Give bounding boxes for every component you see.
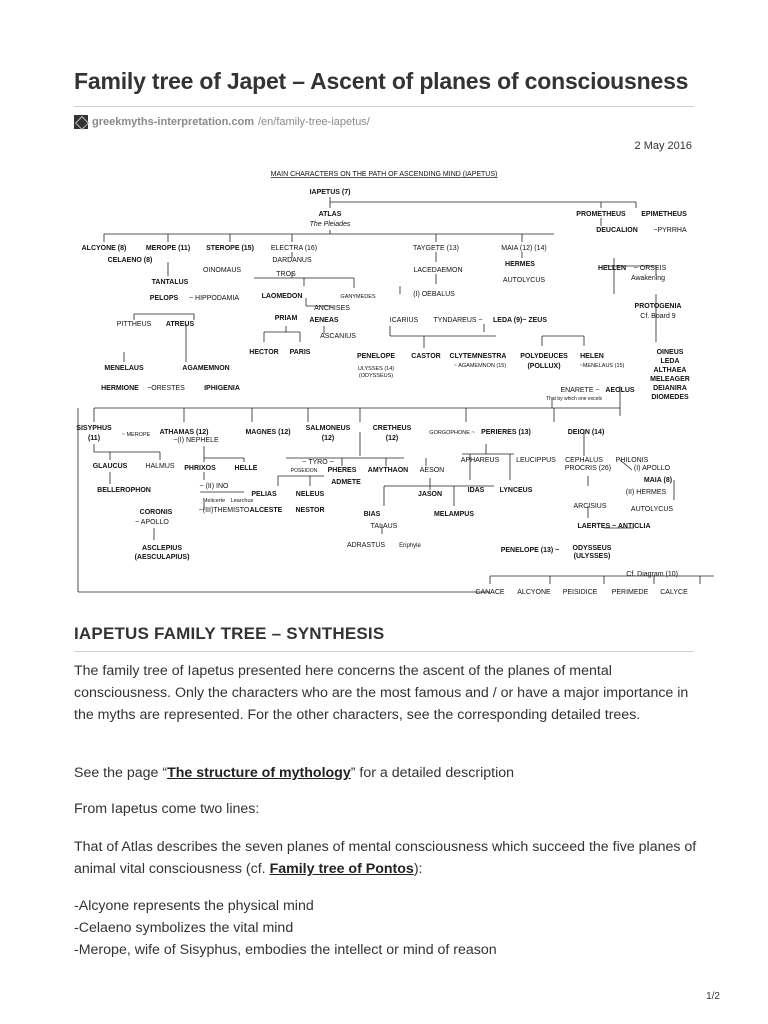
page-number: 1/2 [706, 991, 720, 1002]
node-castor: CASTOR [411, 353, 441, 360]
node-magnes: MAGNES (12) [245, 429, 291, 436]
diagram-heading: MAIN CHARACTERS ON THE PATH OF ASCENDING MIND (IAPETUS) [270, 171, 498, 178]
node-agamemnon: AGAMEMNON [182, 365, 230, 372]
node-deucalion: DEUCALION [596, 227, 638, 234]
node-melicerte: Melicerte [202, 498, 226, 504]
node-salmoneus: SALMONEUS [305, 425, 351, 432]
node-merope: MEROPE (11) [145, 245, 191, 252]
node-coronis: CORONIS [139, 509, 173, 516]
atlas-paragraph-end: ): [413, 861, 423, 877]
node-laomedon: LAOMEDON [261, 293, 303, 300]
node-amythaon: AMYTHAON [367, 467, 409, 474]
node-penelope-13: PENELOPE (13) ~ [500, 547, 560, 554]
node-autolycus-small: AUTOLYCUS [630, 506, 674, 513]
node-electra: ELECTRA (16) [270, 245, 318, 252]
node-hermes: HERMES [505, 261, 535, 268]
node-althaea: ALTHAEA [653, 367, 687, 374]
node-protogenia: PROTOGENIA [634, 303, 682, 310]
node-alcyone: ALCYONE (8) [81, 245, 127, 252]
node-oinomaus: OINOMAUS [202, 267, 242, 274]
node-anchises: ANCHISES [314, 305, 350, 312]
node-perimede: PERIMEDE [611, 589, 649, 596]
node-ino: ~ (II) INO [199, 483, 229, 490]
node-aesculapius: (AESCULAPIUS) [134, 554, 190, 561]
node-icarius: ICARIUS [389, 317, 419, 324]
node-hellen: HELLEN [598, 265, 626, 272]
node-ulysses: (ULYSSES) [573, 553, 611, 560]
node-glaucus: GLAUCUS [92, 463, 128, 470]
see-page-paragraph [74, 762, 700, 784]
see-page-suffix: ” for a detailed description [350, 765, 514, 781]
node-cretheus-num: (12) [385, 435, 399, 442]
node-atlas: ATLAS [318, 211, 342, 218]
node-odysseus-note: (ODYSSEUS) [358, 373, 394, 379]
node-atreus: ATREUS [165, 321, 195, 328]
node-penelope: PENELOPE [356, 353, 396, 360]
node-oineus: OINEUS [656, 349, 684, 356]
node-cephalus: CEPHALUS [565, 457, 603, 464]
node-halmus: HALMUS [145, 463, 175, 470]
family-tree-svg [74, 166, 714, 606]
node-philonis: PHILONIS [615, 457, 649, 464]
section-divider [74, 651, 694, 652]
node-meleager: MELEAGER [650, 376, 690, 383]
node-cf-board: Cf. Board 9 [640, 313, 676, 320]
node-iphigenia: IPHIGENIA [204, 385, 240, 392]
planes-list [74, 895, 700, 961]
node-pollux: (POLLUX) [527, 363, 561, 370]
node-orestes: ~ORESTES [147, 385, 185, 392]
node-athamas: ATHAMAS (12) [159, 429, 209, 436]
node-hermione: HERMIONE [101, 385, 139, 392]
node-orseis: ~ ORSEIS [633, 265, 667, 272]
node-polydeuces: POLYDEUCES [520, 353, 568, 360]
title-divider [74, 106, 694, 107]
node-salmoneus-num: (12) [321, 435, 335, 442]
node-menelaus: MENELAUS [104, 365, 144, 372]
node-leda: LEDA [660, 358, 680, 365]
node-laertes-anticlia: LAERTES ~ ANTICLIA [577, 523, 651, 530]
node-cf-diagram: Cf. Diagram (10) [626, 571, 678, 578]
node-agamemnon-note: ~ AGAMEMNON (15) [453, 363, 507, 369]
node-lacedaemon: LACEDAEMON [413, 267, 463, 274]
structure-of-mythology-link[interactable]: The structure of mythology [167, 765, 351, 781]
node-aeneas: AENEAS [309, 317, 339, 324]
node-perieres: PERIERES (13) [481, 429, 531, 436]
section-heading: IAPETUS FAMILY TREE – SYNTHESIS [74, 624, 385, 643]
node-deianira: DEIANIRA [653, 385, 687, 392]
node-jason: JASON [417, 491, 443, 498]
node-bellerophon: BELLEROPHON [97, 487, 151, 494]
node-asclepius: ASCLEPIUS [141, 545, 183, 552]
planes-list-item: -Alcyone represents the physical mind [74, 898, 314, 914]
node-oebalus: (I) OEBALUS [413, 291, 455, 298]
node-pittheus: PITTHEUS [116, 321, 152, 328]
node-autolycus: AUTOLYCUS [502, 277, 546, 284]
node-canace: CANACE [475, 589, 505, 596]
node-tros: TROS [276, 271, 296, 278]
family-tree-diagram [74, 166, 714, 606]
node-admete: ADMETE [331, 479, 361, 486]
node-priam: PRIAM [274, 315, 298, 322]
node-tantalus: TANTALUS [151, 279, 189, 286]
node-eriphyle: Eriphyle [399, 543, 421, 549]
node-sterope: STEROPE (15) [206, 245, 254, 252]
atlas-paragraph [74, 836, 700, 880]
source-line [74, 115, 370, 129]
node-prometheus: PROMETHEUS [576, 211, 626, 218]
node-aeson: AESON [419, 467, 445, 474]
node-pelias: PELIAS [251, 491, 277, 498]
node-cretheus: CRETHEUS [372, 425, 412, 432]
node-lynceus: LYNCEUS [499, 487, 533, 494]
node-awakening: Awakening [630, 275, 666, 282]
node-diomedes: DIOMEDES [651, 394, 689, 401]
node-pyrrha: ~PYRRHA [653, 227, 687, 234]
node-taygete: TAYGETE (13) [412, 245, 460, 252]
node-arcisius: ARCISIUS [573, 503, 607, 510]
node-odysseus: ODYSSEUS [572, 545, 612, 552]
node-peisidice: PEISIDICE [562, 589, 598, 596]
node-procris: PROCRIS (26) [564, 465, 612, 472]
node-learchus: Learchus [230, 498, 254, 504]
node-sisyphus: SISYPHUS [76, 425, 112, 432]
node-menelaus-note: ~MENELAUS (15) [579, 363, 625, 369]
source-path[interactable]: /en/family-tree-iapetus/ [257, 116, 370, 128]
node-apollo: ~ APOLLO [135, 519, 169, 526]
site-favicon-icon [74, 115, 88, 129]
node-adrastus: ADRASTUS [346, 542, 386, 549]
node-talaus: TALAUS [370, 523, 398, 530]
node-pelops: PELOPS [149, 295, 179, 302]
node-alceste: ALCESTE [249, 507, 283, 514]
node-phrixos: PHRIXOS [184, 465, 216, 472]
node-nestor: NESTOR [295, 507, 325, 514]
node-celaeno: CELAENO (8) [107, 257, 153, 264]
node-helle: HELLE [234, 465, 258, 472]
node-ascanius: ASCANIUS [320, 333, 356, 340]
node-tyndareus: TYNDAREUS ~ [433, 317, 483, 324]
node-aeolus-note: That by which one excels [545, 396, 603, 402]
node-alcyone-bottom: ALCYONE [517, 589, 551, 596]
node-poseidon: POSEIDON [290, 468, 318, 474]
node-bias: BIAS [363, 511, 381, 518]
see-page-prefix: See the page “ [74, 765, 168, 781]
node-hermes-ii: (II) HERMES [625, 489, 667, 496]
planes-list-item: -Celaeno symbolizes the vital mind [74, 920, 294, 936]
node-apollo-ii: (I) APOLLO [633, 465, 671, 472]
node-neleus: NELEUS [295, 491, 325, 498]
page-title: Family tree of Japet – Ascent of planes of consciousness [74, 68, 689, 94]
tree-connectors [78, 197, 714, 592]
node-merope-small: ~ MEROPE [121, 432, 151, 438]
node-iapetus: IAPETUS (7) [309, 189, 351, 196]
node-aphareus: APHAREUS [460, 457, 500, 464]
node-nephele: ~(I) NEPHELE [173, 437, 219, 444]
node-paris: PARIS [289, 349, 311, 356]
node-aeolus: AEOLUS [605, 387, 635, 394]
node-dardanus: DARDANUS [272, 257, 312, 264]
source-domain-link[interactable]: greekmyths-interpretation.com [92, 116, 254, 128]
node-idas: IDAS [467, 487, 485, 494]
publish-date: 2 May 2016 [634, 140, 692, 152]
planes-list-item: -Merope, wife of Sisyphus, embodies the intellect or mind of reason [74, 942, 497, 958]
node-enarete: ENARETE ~ [560, 387, 600, 394]
atlas-paragraph-text: That of Atlas describes the seven planes of mental consciousness which succeed the five planes of animal vital consciousness (cf. [74, 839, 697, 877]
node-calyce: CALYCE [660, 589, 688, 596]
node-ganymedes: GANYMEDES [340, 294, 376, 300]
two-lines-paragraph: From Iapetus come two lines: [74, 801, 260, 817]
node-ulysses-note: ULYSSES (14) [357, 366, 395, 372]
node-tyro: ~ TYRO ~ [302, 459, 334, 466]
node-pheres: PHERES [327, 467, 357, 474]
node-maia: MAIA (12) (14) [501, 245, 547, 252]
node-hector: HECTOR [249, 349, 279, 356]
node-themisto: ~(III)THEMISTO [198, 507, 250, 514]
node-helen: HELEN [580, 353, 604, 360]
family-tree-pontos-link[interactable]: Family tree of Pontos [269, 861, 414, 877]
node-leda-zeus: LEDA (9)~ ZEUS [493, 317, 547, 324]
node-melampus: MELAMPUS [433, 511, 475, 518]
node-maia-small: MAIA (8) [643, 477, 673, 484]
node-epimetheus: EPIMETHEUS [641, 211, 687, 218]
node-deion: DEION (14) [567, 429, 605, 436]
node-pleiades: The Pleiades [309, 221, 351, 228]
node-leucippus: LEUCIPPUS [516, 457, 556, 464]
node-clytemnestra: CLYTEMNESTRA [449, 353, 507, 360]
node-gorgophone: GORGOPHONE ~ [429, 430, 475, 436]
intro-paragraph: The family tree of Iapetus presented here concerns the ascent of the planes of mental consciousness. Only the characters who are the most famous and / or have a major importance in the myths are represented. For the other characters, see the corresponding detailed trees. [74, 663, 689, 723]
node-hippodamia: ~ HIPPODAMIA [189, 295, 239, 302]
node-sisyphus-num: (11) [87, 435, 101, 442]
